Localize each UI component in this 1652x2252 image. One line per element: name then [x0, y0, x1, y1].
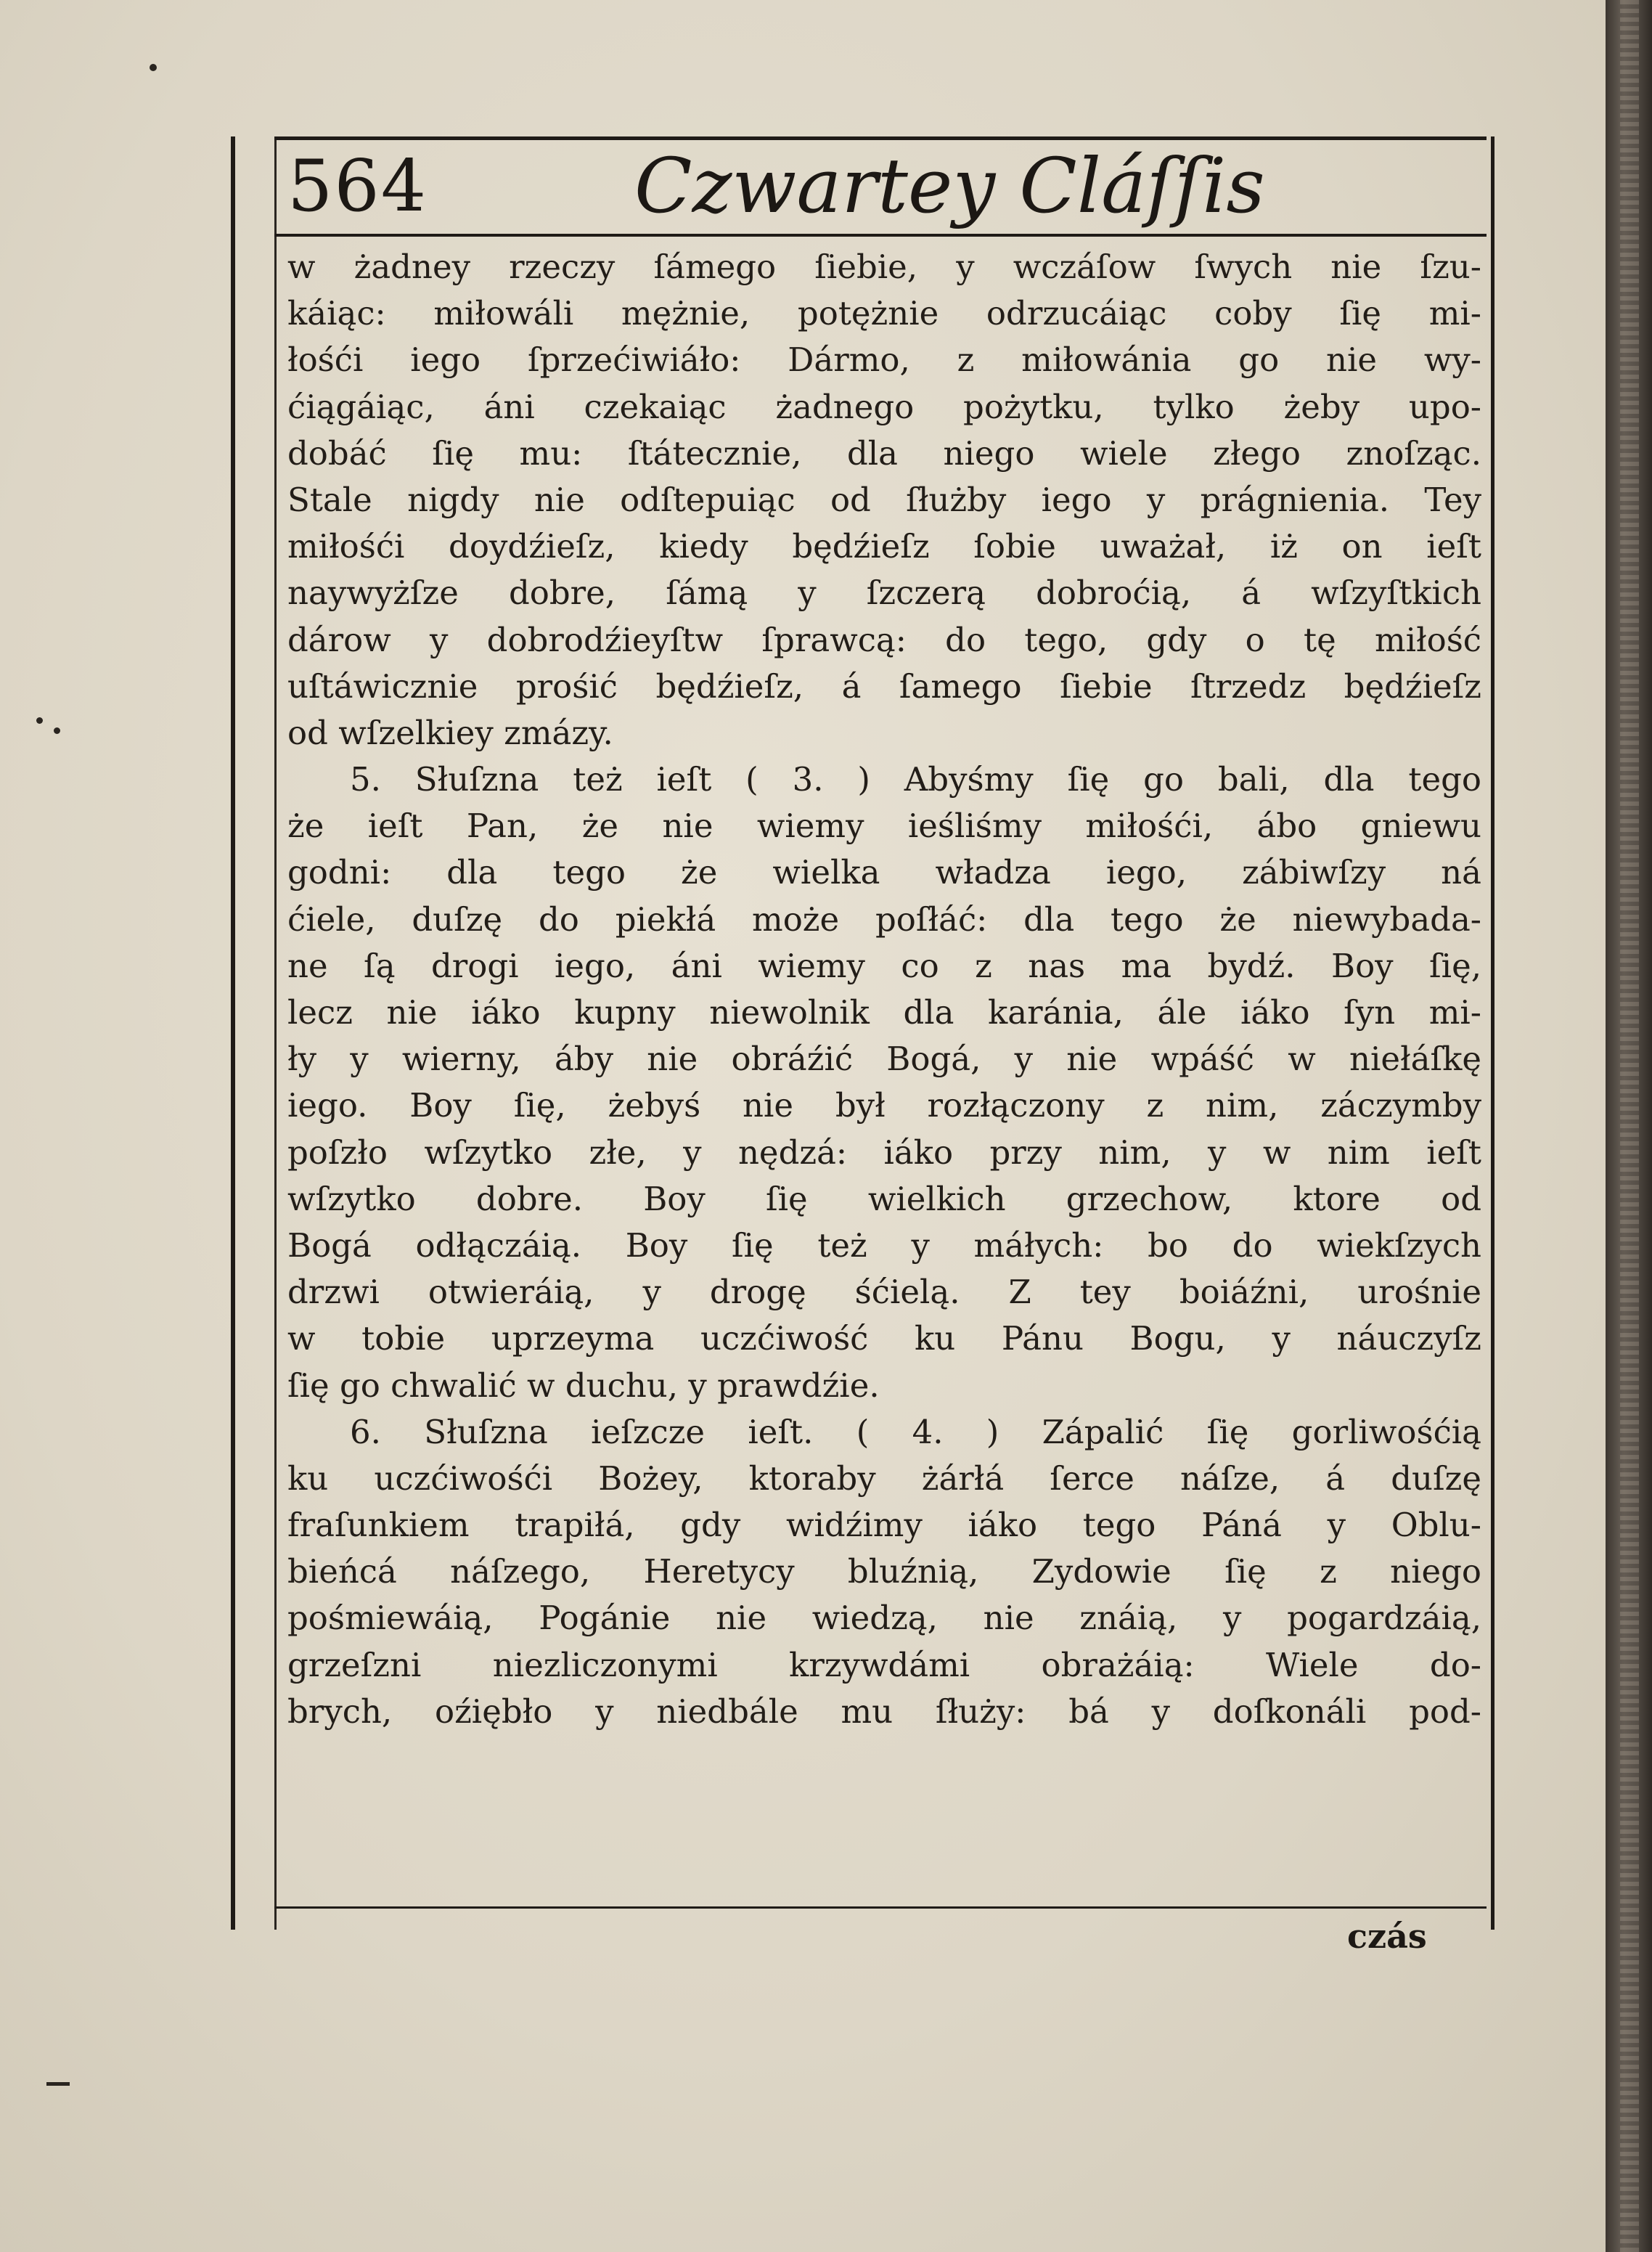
text-line: miłośći doydźieſz, kiedy będźieſz ſobie uważał, iż on ieſt [287, 527, 1481, 566]
text-line: dobáć ſię mu: ſtátecznie, dla niego wiele złego znoſząc. [287, 433, 1481, 473]
text-line: poſzło wſzytko złe, y nędzá: iáko przy nim, y w nim ieſt [287, 1133, 1481, 1172]
text-line: od wſzelkiey zmázy. [287, 713, 613, 752]
header-rule [274, 234, 1487, 237]
page-number: 564 [287, 145, 428, 228]
body-text [287, 244, 1481, 1735]
text-line: iego. Boy ſię, żebyś nie był rozłączony z nim, záczymby [287, 1086, 1481, 1125]
text-line: drzwi otwieráią, y drogę śćielą. Z tey boiáźni, urośnie [287, 1273, 1481, 1312]
ink-speck [150, 64, 157, 71]
text-line: Stale nigdy nie odſtepuiąc od ſłużby iego y prágnienia. Tey [287, 480, 1481, 519]
text-line: uſtáwicznie prośić będźieſz, á ſamego ſiebie ſtrzedz będźieſz [287, 666, 1481, 706]
text-line: naywyżſze dobre, ſámą y ſzczerą dobroćią, á wſzyſtkich [287, 574, 1481, 613]
text-line: grzeſzni niezliczonymi krzywdámi obrażáią: Wiele do- [287, 1645, 1481, 1684]
text-line: bieńcá náſzego, Heretycy bluźnią, Zydowie ſię z niego [287, 1552, 1481, 1591]
text-line: ćiągáiąc, áni czekaiąc żadnego pożytku, tylko żeby upo- [287, 387, 1481, 426]
text-line: lecz nie iáko kupny niewolnik dla karánia, ále iáko ſyn mi- [287, 993, 1481, 1032]
text-line: wſzytko dobre. Boy ſię wielkich grzechow, ktore od [287, 1179, 1481, 1218]
text-line: ćiele, duſzę do piekłá może poſłáć: dla tego że niewybada- [287, 899, 1481, 939]
ink-speck [54, 727, 60, 734]
text-line: ku uczćiwośći Bożey, ktoraby żárłá ſerce náſze, á duſzę [287, 1459, 1481, 1498]
ink-speck [36, 717, 43, 724]
text-line: dárow y dobrodźieyſtw ſprawcą: do tego, gdy o tę miłość [287, 620, 1481, 659]
text-line: w tobie uprzeyma uczćiwość ku Pánu Bogu, y náuczyſz [287, 1319, 1481, 1358]
page-header [286, 142, 1484, 232]
text-line: łośći iego ſprzećiwiáło: Dármo, z miłowánia go nie wy- [287, 340, 1481, 380]
catchword: czás [1347, 1917, 1427, 1956]
text-line: w żadney rzeczy ſámego ſiebie, y wczáſow ſwych nie ſzu- [287, 248, 1481, 286]
text-line: ne ſą drogi iego, áni wiemy co z nas ma bydź. Boy ſię, [287, 946, 1481, 985]
text-line: fraſunkiem trapiłá, gdy widźimy iáko tego Páná y Oblu- [287, 1506, 1481, 1545]
top-rule [274, 136, 1487, 140]
text-line: 5. Słuſzna też ieſt ( 3. ) Abyśmy ſię go bali, dla tego [350, 760, 1481, 799]
text-line: ły y wierny, áby nie obráźić Bogá, y nie wpáść w niełáſkę [287, 1040, 1481, 1079]
text-line: brych, oźiębło y niedbále mu ſłuży: bá y doſkonáli pod- [287, 1692, 1481, 1731]
text-line: Bogá odłączáią. Boy ſię też y máłych: bo do wiekſzych [287, 1225, 1481, 1265]
margin-mark [46, 2082, 70, 2086]
running-title: Czwartey Cláſſis [634, 142, 1265, 230]
bottom-rule [274, 1906, 1487, 1909]
text-line: że ieſt Pan, że nie wiemy ieśliśmy miłośći, ábo gniewu [287, 807, 1481, 846]
text-line: káiąc: miłowáli mężnie, potężnie odrzucáiąc coby ſię mi- [287, 294, 1481, 333]
text-line: 6. Słuſzna ieſzcze ieſt. ( 4. ) Zápalić ſię gorliwośćią [350, 1412, 1481, 1451]
text-line: pośmiewáią, Pogánie nie wiedzą, nie znáią, y pogardzáią, [287, 1599, 1481, 1638]
text-line: ſię go chwalić w duchu, y prawdźie. [287, 1366, 880, 1405]
binding-edge [1620, 0, 1639, 2252]
text-line: godni: dla tego że wielka władza iego, zábiwſzy ná [287, 853, 1481, 892]
